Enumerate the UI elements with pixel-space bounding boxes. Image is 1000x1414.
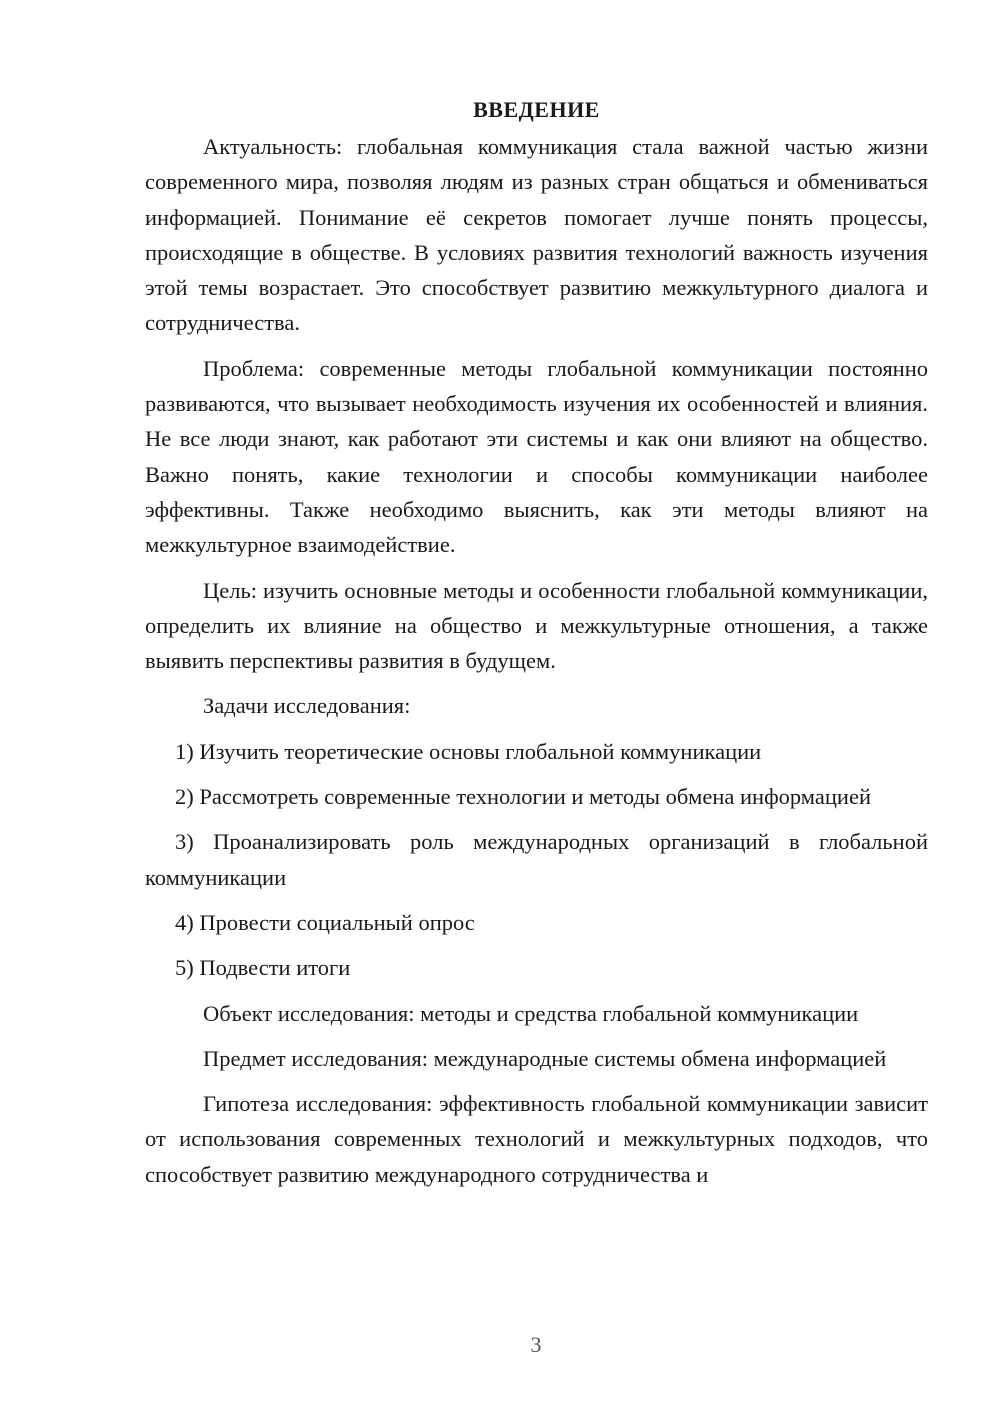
paragraph-problem: Проблема: современные методы глобальной коммуникации постоянно развиваются, что вызывает необходимость изучения их особенностей и влияния. Не все люди знают, как работают эти системы и как они влияют на общество. Важно понять, какие технологии и способы коммуникации наиболее эффективны. Также необходимо выяснить, как эти методы влияют на межкультурное взаимодействие. [145, 355, 928, 558]
task-item-2: 2) Рассмотреть современные технологии и методы обмена информацией [175, 784, 871, 810]
task-item-1: 1) Изучить теоретические основы глобальной коммуникации [175, 738, 762, 764]
task-item-5: 5) Подвести итоги [175, 955, 351, 981]
paragraph-tasks-heading: Задачи исследования: [203, 693, 411, 719]
paragraph-hypothesis: Гипотеза исследования: эффективность глобальной коммуникации зависит от использования современных технологий и межкультурных подходов, что способствует развитию международного сотрудничества и [145, 1091, 928, 1187]
page-title: ВВЕДЕНИЕ [473, 97, 600, 122]
task-item-3: 3) Проанализировать роль международных организаций в глобальной коммуникации [145, 829, 928, 890]
paragraph-subject: Предмет исследования: международные системы обмена информацией [203, 1045, 887, 1071]
page-number: 3 [530, 1332, 542, 1357]
paragraph-relevance: Актуальность: глобальная коммуникация стала важной частью жизни современного мира, позволяя людям из разных стран общаться и обмениваться информацией. Понимание её секретов помогает лучше понять процессы, происходящие в обществе. В условиях развития технологий важность изучения этой темы возрастает. Это способствует развитию межкультурного диалога и сотрудничества. [145, 134, 928, 336]
task-item-4: 4) Провести социальный опрос [175, 909, 475, 935]
document-page [145, 95, 928, 1202]
paragraph-goal: Цель: изучить основные методы и особенности глобальной коммуникации, определить их влияние на общество и межкультурные отношения, а также выявить перспективы развития в будущем. [145, 577, 928, 674]
paragraph-object: Объект исследования: методы и средства глобальной коммуникации [203, 1000, 859, 1026]
